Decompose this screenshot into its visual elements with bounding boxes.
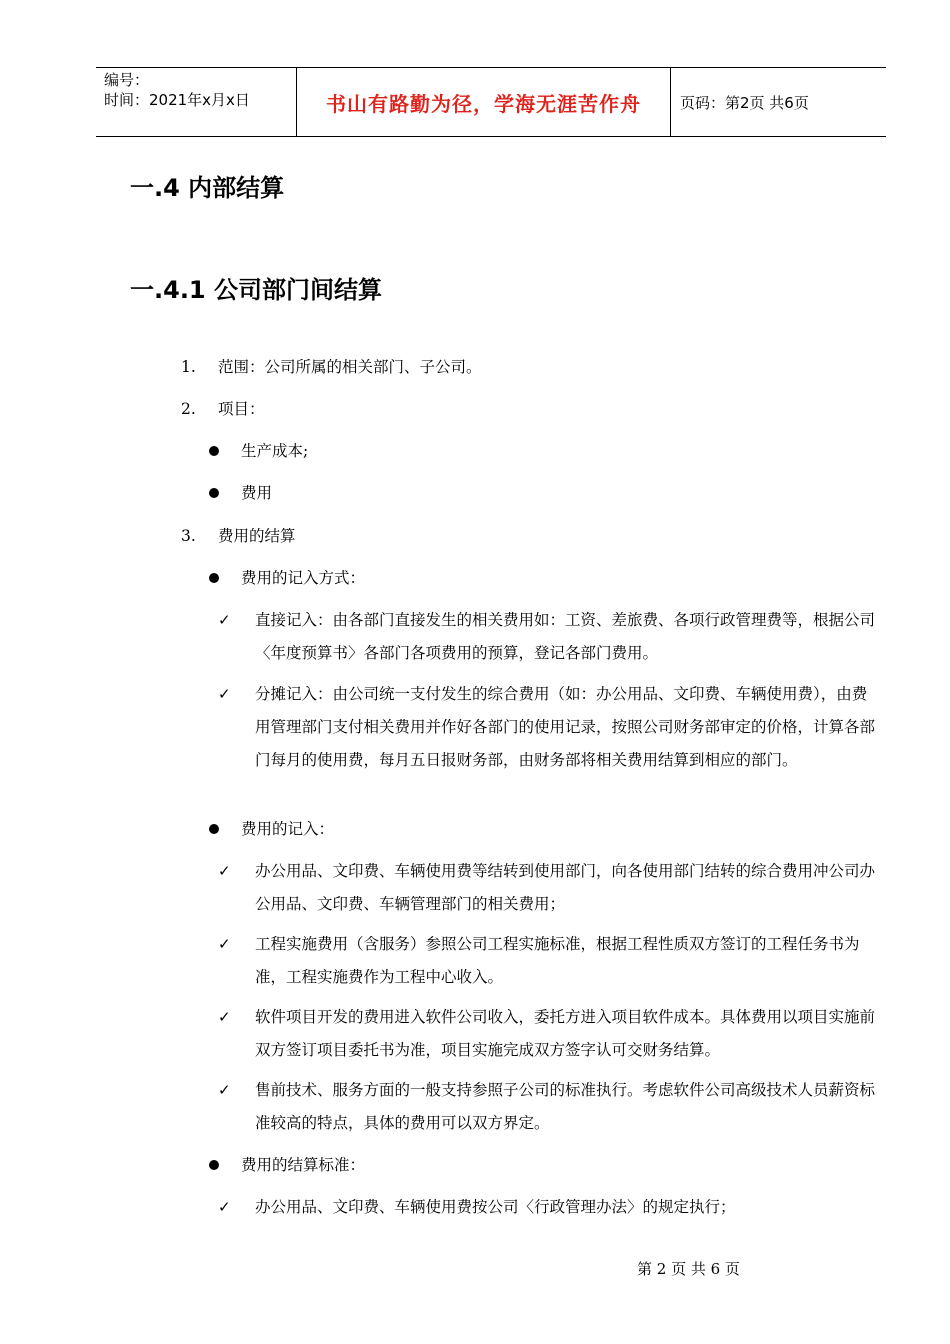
list-text: 项目：	[218, 400, 265, 418]
checkmark-icon: ✓	[218, 1198, 231, 1216]
bullet-text: 费用的记入：	[241, 820, 335, 838]
checkmark-icon: ✓	[218, 935, 231, 953]
bullet-dot-icon	[209, 1160, 219, 1170]
bullet-dot-icon	[209, 824, 219, 834]
header-page-info: 页码：第2页 共6页	[680, 93, 809, 112]
check-item-text: 售前技术、服务方面的一般支持参照子公司的标准执行。考虑软件公司高级技术人员薪资标准较高的特点，具体的费用可以双方界定。	[255, 1081, 876, 1132]
list-text: 范围：公司所属的相关部门、子公司。	[218, 358, 482, 376]
subsection-heading: 一.4.1 公司部门间结算	[130, 276, 382, 304]
checkmark-icon: ✓	[218, 1081, 231, 1099]
check-item-text: 分摊记入：由公司统一支付发生的综合费用（如：办公用品、文印费、车辆使用费），由费用管理部门支付相关费用并作好各部门的使用记录，按照公司财务部审定的价格，计算各部门每月的使用费，每月五日报财务部，由财务部将相关费用结算到相应的部门。	[255, 685, 876, 769]
checkmark-icon: ✓	[218, 862, 231, 880]
list-number: 3.	[181, 527, 196, 545]
check-item-text: 工程实施费用（含服务）参照公司工程实施标准，根据工程性质双方签订的工程任务书为准，工程实施费作为工程中心收入。	[255, 935, 860, 986]
check-item-text: 直接记入：由各部门直接发生的相关费用如：工资、差旅费、各项行政管理费等，根据公司〈年度预算书〉各部门各项费用的预算，登记各部门费用。	[255, 611, 876, 662]
page-footer: 第 2 页 共 6 页	[637, 1260, 740, 1278]
checkmark-icon: ✓	[218, 1008, 231, 1026]
bullet-text: 费用的结算标准：	[241, 1156, 366, 1174]
page-header	[96, 67, 886, 137]
bullet-text: 费用	[241, 484, 273, 502]
checkmark-icon: ✓	[218, 611, 231, 629]
document-number-label: 编号：	[104, 71, 150, 89]
document-time-label: 时间：2021年x月x日	[104, 91, 250, 109]
check-item-text: 办公用品、文印费、车辆使用费按公司〈行政管理办法〉的规定执行；	[255, 1198, 736, 1216]
bullet-dot-icon	[209, 573, 219, 583]
section-heading: 一.4 内部结算	[130, 174, 285, 202]
bullet-dot-icon	[209, 446, 219, 456]
bullet-text: 生产成本;	[241, 442, 309, 460]
list-number: 1.	[181, 358, 196, 376]
bullet-text: 费用的记入方式：	[241, 569, 366, 587]
list-number: 2.	[181, 400, 196, 418]
header-meta	[96, 68, 297, 136]
bullet-dot-icon	[209, 488, 219, 498]
check-item-text: 办公用品、文印费、车辆使用费等结转到使用部门，向各使用部门结转的综合费用冲公司办公用品、文印费、车辆管理部门的相关费用；	[255, 862, 876, 913]
checkmark-icon: ✓	[218, 685, 231, 703]
check-item-text: 软件项目开发的费用进入软件公司收入，委托方进入项目软件成本。具体费用以项目实施前双方签订项目委托书为准，项目实施完成双方签字认可交财务结算。	[255, 1008, 876, 1059]
list-text: 费用的结算	[218, 527, 296, 545]
header-motto: 书山有路勤为径，学海无涯苦作舟	[297, 68, 671, 136]
